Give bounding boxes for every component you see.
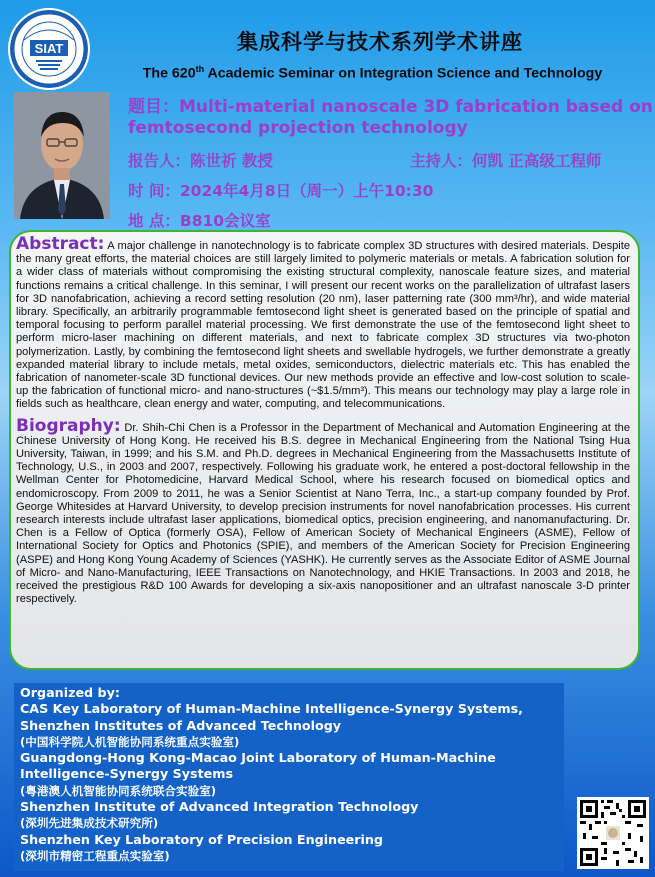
organizer-line: Intelligence-Synergy Systems: [20, 766, 234, 782]
biography-text: Dr. Shih-Chi Chen is a Professor in the Department of Mechanical and Automation Engineering at the Chinese University of Hong Kong. He received his B.S. degree in Mechanical Engineering from the National Tsing Hua University, Taiwan, in 1999; and his S.M. and Ph.D. degrees in Mechanical Engineering from the Massachusetts Institute of Technology, U.S., in 2003 and 2007, respectively. Following his graduate work, he entered a post-doctoral fellowship in the Wellman Center for Photomedicine, Harvard Medical School, where his research focused on biomedical optics and endomicroscopy. From 2009 to 2011, he was a Senior Scientist at Nano Terra, Inc., a start-up company founded by Prof. George Whitesides at Harvard University, to develop precision instruments for novel nanofabrication processes. His current research interests include ultrafast laser applications, biomedical optics, precision engineering, and nanomanufacturing. Dr. Chen is a Fellow of Optica (formerly OSA), Fellow of American Society of Mechanical Engineers (ASME), Fellow of International Society for Optics and Photonics (SPIE), and members of the American Society for Precision Engineering (ASPE) and Hong Kong Young Academy of Sciences (YASHK). He currently serves as the Associate Editor of ASME Journal of Micro- and Nano-Manufacturing, IEEE Transactions on Nanotechnology, and HKIE Transactions. In 2003 and 2018, he received the prestigious R&D 100 Awards for developing a six-axis nanopositioner and an ultrafast nanoscale 3-D printer respectively.: [16, 421, 630, 606]
subtitle-prefix: The 620: [142, 65, 196, 82]
talk-title-line-1: 题目：Multi-material nanoscale 3D fabrication based on: [128, 97, 653, 117]
siat-logo-emblem: [10, 10, 88, 88]
organizer-line: (深圳先进集成技术研究所): [20, 816, 159, 831]
seminar-subtitle: [100, 64, 645, 82]
subtitle-suffix: Academic Seminar on Integration Science and Technology: [204, 65, 603, 82]
organizer-line: (粤港澳人机智能协同系统联合实验室): [20, 783, 217, 798]
subtitle-ordinal: th: [195, 64, 205, 74]
organizer-line: CAS Key Laboratory of Human-Machine Intelligence-Synergy Systems,: [20, 701, 523, 717]
organizer-line: Guangdong-Hong Kong-Macao Joint Laboratory of Human-Machine: [20, 750, 496, 766]
abstract-paragraph: [16, 234, 630, 412]
venue-info: 地 点：B810会议室: [128, 212, 271, 230]
talk-title-line-2: femtosecond projection technology: [128, 118, 468, 138]
qr-code-icon: [577, 797, 649, 869]
organizer-line: (中国科学院人机智能协同系统重点实验室): [20, 734, 240, 749]
organizer-line: Shenzhen Institute of Advanced Integration Technology: [20, 799, 419, 815]
siat-logo: [8, 8, 90, 90]
biography-paragraph: [16, 415, 630, 607]
organizer-line: (深圳市精密工程重点实验室): [20, 848, 170, 863]
abstract-heading: Abstract:: [16, 234, 105, 254]
abstract-biography-panel: [9, 230, 640, 670]
host-info: 主持人：何凯 正高级工程师: [410, 152, 602, 170]
organizers-block: [14, 683, 564, 871]
abstract-text: A major challenge in nanotechnology is to fabricate complex 3D structures with desired materials. Despite the many great efforts, the material choices are still largely limited to polymeric materials or metals. A fabrication solution for a wider class of materials without compromising the existing structural complexity, nanoscale feature sizes, and material functions remains a critical challenge. In this seminar, I will present our recent works on the parallelization of ultrafast lasers for 3D nanofabrication, achieving a record setting resolution (20 nm), laser patterning rate (300 mm³/hr), and wide material library. Specifically, an arbitrarily programmable femtosecond light sheet is generated based on the principle of spatial and temporal focusing to perform parallel material processing. We first demonstrate the use of the femtosecond light sheet to perform micro-laser machining on different materials, and next to fabricate complex 3D structures via two-photon polymerization. Lastly, by combining the femtosecond light sheets and swellable hydrogels, we further demonstrate a greatly expanded material library to include metals, metal oxides, semiconductors, dielectric materials etc. This has enabled the fabrication of nanometer-scale 3D functional devices. Our new methods provide an effective and low-cost solution to scale-up the fabrication of functional micro- and nano-structures (~$1.5/mm³). This means our technology may play a large role in fields such as healthcare, clean energy and water, computing, and telecommunications.: [16, 240, 630, 411]
time-info: 时 间：2024年4月8日（周一）上午10:30: [128, 182, 434, 200]
organizer-line: Shenzhen Institutes of Advanced Technology: [20, 717, 342, 733]
speaker-photo: [14, 92, 110, 219]
siat-logo-text: SIAT: [34, 41, 64, 56]
biography-heading: Biography:: [16, 415, 121, 436]
organizers-label: Organized by:: [20, 685, 120, 700]
organizer-line: Shenzhen Key Laboratory of Precision Engineering: [20, 831, 384, 847]
speaker-info: 报告人：陈世祈 教授: [128, 152, 273, 170]
speaker-portrait: [14, 92, 110, 219]
qr-code[interactable]: [577, 797, 649, 869]
seminar-series-title: 集成科学与技术系列学术讲座: [237, 30, 523, 54]
